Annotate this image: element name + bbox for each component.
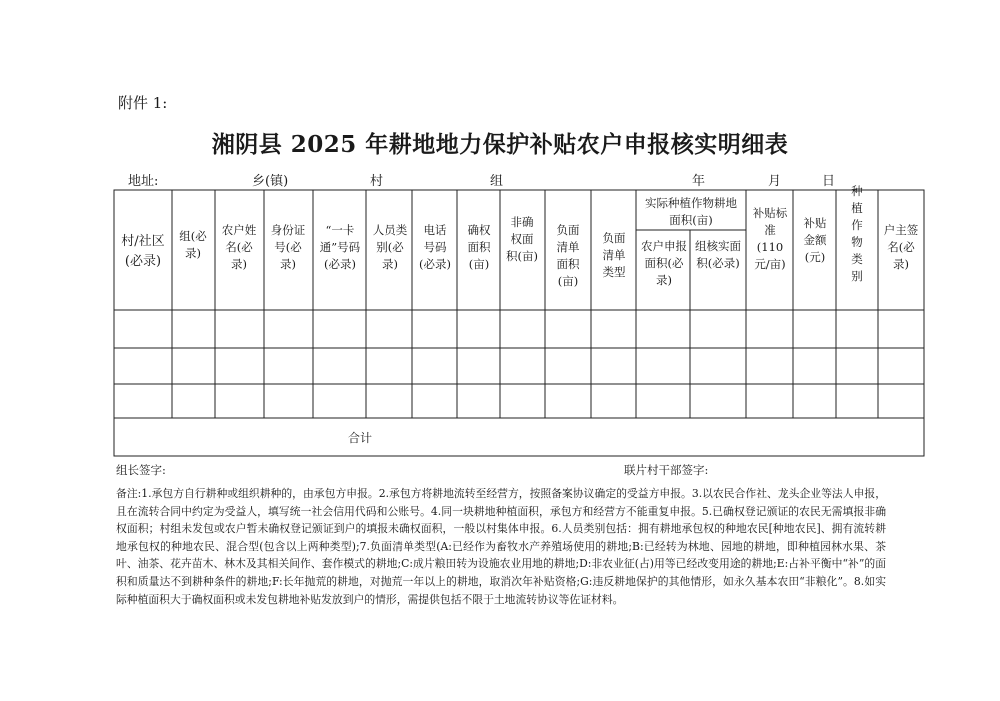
header-phone: 电话号码(必录) (419, 223, 451, 271)
notes-text: 备注:1.承包方自行耕种或组织耕种的，由承包方申报。2.承包方将耕地流转至经营方，按照备案协议确定的受益方申报。3.以农民合作社、龙头企业等法人申报，且在流转合同中约定为受益人，填写统一社会信用代码和公账号。4.同一块耕地种植面积，承包方和经营方不能重复申报。5.已确权登记颁证的农民无需填报非确权面积；村组未发包或农户暂未确权登记颁证到户的填报未确权面积，一般以村集体申报。6.人员类别包括：拥有耕地承包权的种地农民[种地农民]、拥有流转耕地承包权的种地农民、混合型(包含以上两种类型);7.负面清单类型(A:已经作为畜牧水产养殖场使用的耕地;B:已经转为林地、园地的耕地，即种植园林水果、茶叶、油茶、花卉苗木、林木及其相关间作、套作模式的耕地;C:成片粮田转为设施农业用地的耕地;D:非农业征(占)用等已经改变用途的耕地;E:占补平衡中“补”的面积和质量达不到耕种条件的耕地;F:长年抛荒的耕地，对抛荒一年以上的耕地，取消次年补贴资格;G:违反耕地保护的其他情形，如永久基本农田“非粮化”。8.如实际种植面积大于确权面积或未发包耕地补贴发放到户的情形，需提供包括不限于土地流转协议等佐证材料。 (116, 487, 886, 606)
header-crop-type: 种植作物类别 (851, 184, 863, 283)
total-label: 合计 (347, 431, 372, 445)
header-negative-list-area: 负面清单面积(亩) (556, 223, 580, 288)
header-unconfirmed-area: 非确权面积(亩) (506, 215, 538, 263)
header-group-verified-area: 组核实面积(必录) (695, 239, 741, 270)
header-village: 村/社区(必录) (121, 234, 165, 269)
address-day: 日 (822, 174, 836, 189)
group-leader-signature-label: 组长签字: (116, 463, 166, 477)
header-group: 组(必录) (179, 229, 207, 260)
header-signature: 户主签名(必录) (883, 223, 919, 271)
header-farmer-name: 农户姓名(必录) (221, 223, 257, 271)
header-person-type: 人员类别(必录) (372, 223, 408, 271)
attachment-label: 附件 1: (118, 94, 168, 112)
header-confirmed-area: 确权面积(亩) (467, 223, 491, 271)
header-subsidy-amount: 补贴金额(元) (803, 216, 827, 264)
address-month: 月 (768, 174, 782, 189)
header-actual-area-group: 实际种植作物耕地面积(亩) (645, 196, 737, 227)
address-village: 村 (370, 174, 384, 189)
header-id-number: 身份证号(必录) (270, 223, 306, 271)
header-farmer-declared-area: 农户申报面积(必录) (641, 239, 687, 287)
village-cadre-signature-label: 联片村干部签字: (624, 463, 709, 477)
header-subsidy-standard: 补贴标准(110元/亩) (752, 206, 788, 271)
address-label: 地址: (128, 174, 159, 189)
address-township: 乡(镇) (252, 174, 289, 189)
address-group: 组 (490, 174, 504, 189)
page-title: 湘阴县 2025 年耕地地力保护补贴农户申报核实明细表 (211, 131, 789, 158)
header-negative-list-type: 负面清单类型 (602, 231, 626, 279)
address-year: 年 (692, 174, 706, 189)
header-card-number: “一卡通”号码(必录) (319, 223, 361, 271)
